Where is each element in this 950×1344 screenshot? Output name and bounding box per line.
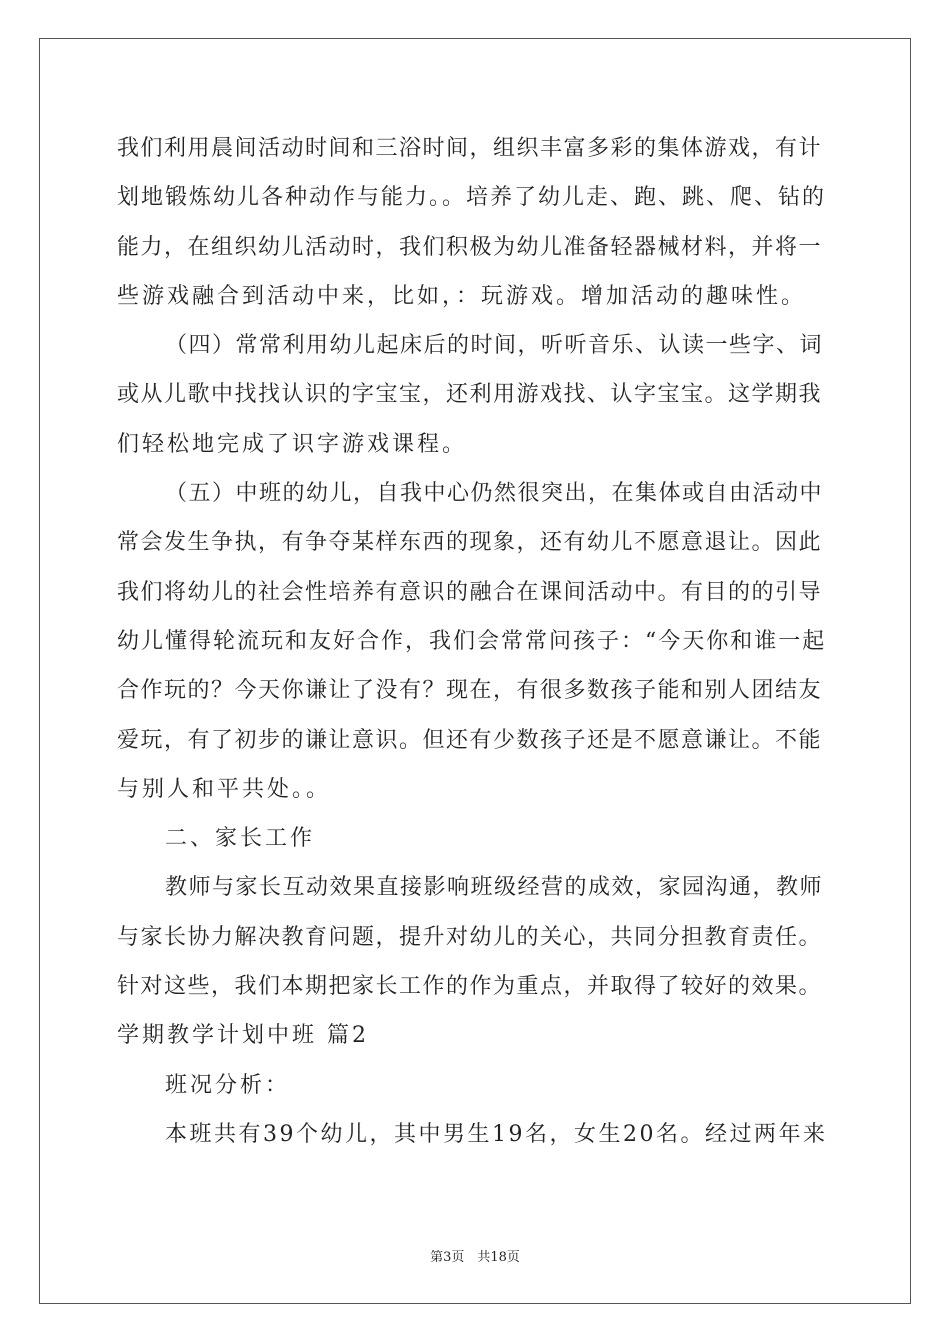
paragraph-line: 二、家长工作 <box>165 826 316 852</box>
paragraph-line: 幼儿懂得轮流玩和友好合作，我们会常常问孩子：“今天你和谁一起 <box>117 628 827 654</box>
paragraph-line: （四）常常利用幼儿起床后的时间，听听音乐、认读一些字、词 <box>165 333 824 359</box>
paragraph-line: 针对这些，我们本期把家长工作的作为重点，并取得了较好的效果。 <box>117 974 823 1000</box>
paragraph-line: 或从儿歌中找找认识的字宝宝，还利用游戏找、认字宝宝。这学期我 <box>117 382 823 408</box>
paragraph-line: 们轻松地完成了识字游戏课程。 <box>117 431 468 457</box>
paragraph-line: 教师与家长互动效果直接影响班级经营的成效，家园沟通，教师 <box>165 875 824 901</box>
paragraph-line: 班况分析： <box>165 1072 291 1098</box>
paragraph-line: 些游戏融合到活动中来，比如，：玩游戏。增加活动的趣味性。 <box>117 283 807 309</box>
paragraph-line: 划地锻炼幼儿各种动作与能力。。培养了幼儿走、跑、跳、爬、钻的 <box>117 185 827 211</box>
paragraph-line: 合作玩的？今天你谦让了没有？现在，有很多数孩子能和别人团结友 <box>117 678 823 704</box>
paragraph-line: 我们将幼儿的社会性培养有意识的融合在课间活动中。有目的的引导 <box>117 579 823 605</box>
paragraph-line: 学期教学计划中班 篇2 <box>117 1023 369 1049</box>
page-footer: 第3页 共18页 <box>430 1250 520 1265</box>
paragraph-line: 常会发生争执，有争夺某样东西的现象，还有幼儿不愿意退让。因此 <box>117 530 823 556</box>
paragraph-line: 本班共有39个幼儿，其中男生19名，女生20名。经过两年来 <box>165 1121 828 1147</box>
paragraph-line: 爱玩，有了初步的谦让意识。但还有少数孩子还是不愿意谦让。不能 <box>117 727 823 753</box>
paragraph-line: 与别人和平共处。。 <box>117 776 332 802</box>
paragraph-line: 与家长协力解决教育问题，提升对幼儿的关心，共同分担教育责任。 <box>117 924 823 950</box>
paragraph-line: （五）中班的幼儿，自我中心仍然很突出，在集体或自由活动中 <box>165 481 824 507</box>
paragraph-line: 能力，在组织幼儿活动时，我们积极为幼儿准备轻器械材料，并将一 <box>117 234 823 260</box>
document-body <box>117 124 833 1159</box>
paragraph-line: 我们利用晨间活动时间和三浴时间，组织丰富多彩的集体游戏，有计 <box>117 136 823 161</box>
